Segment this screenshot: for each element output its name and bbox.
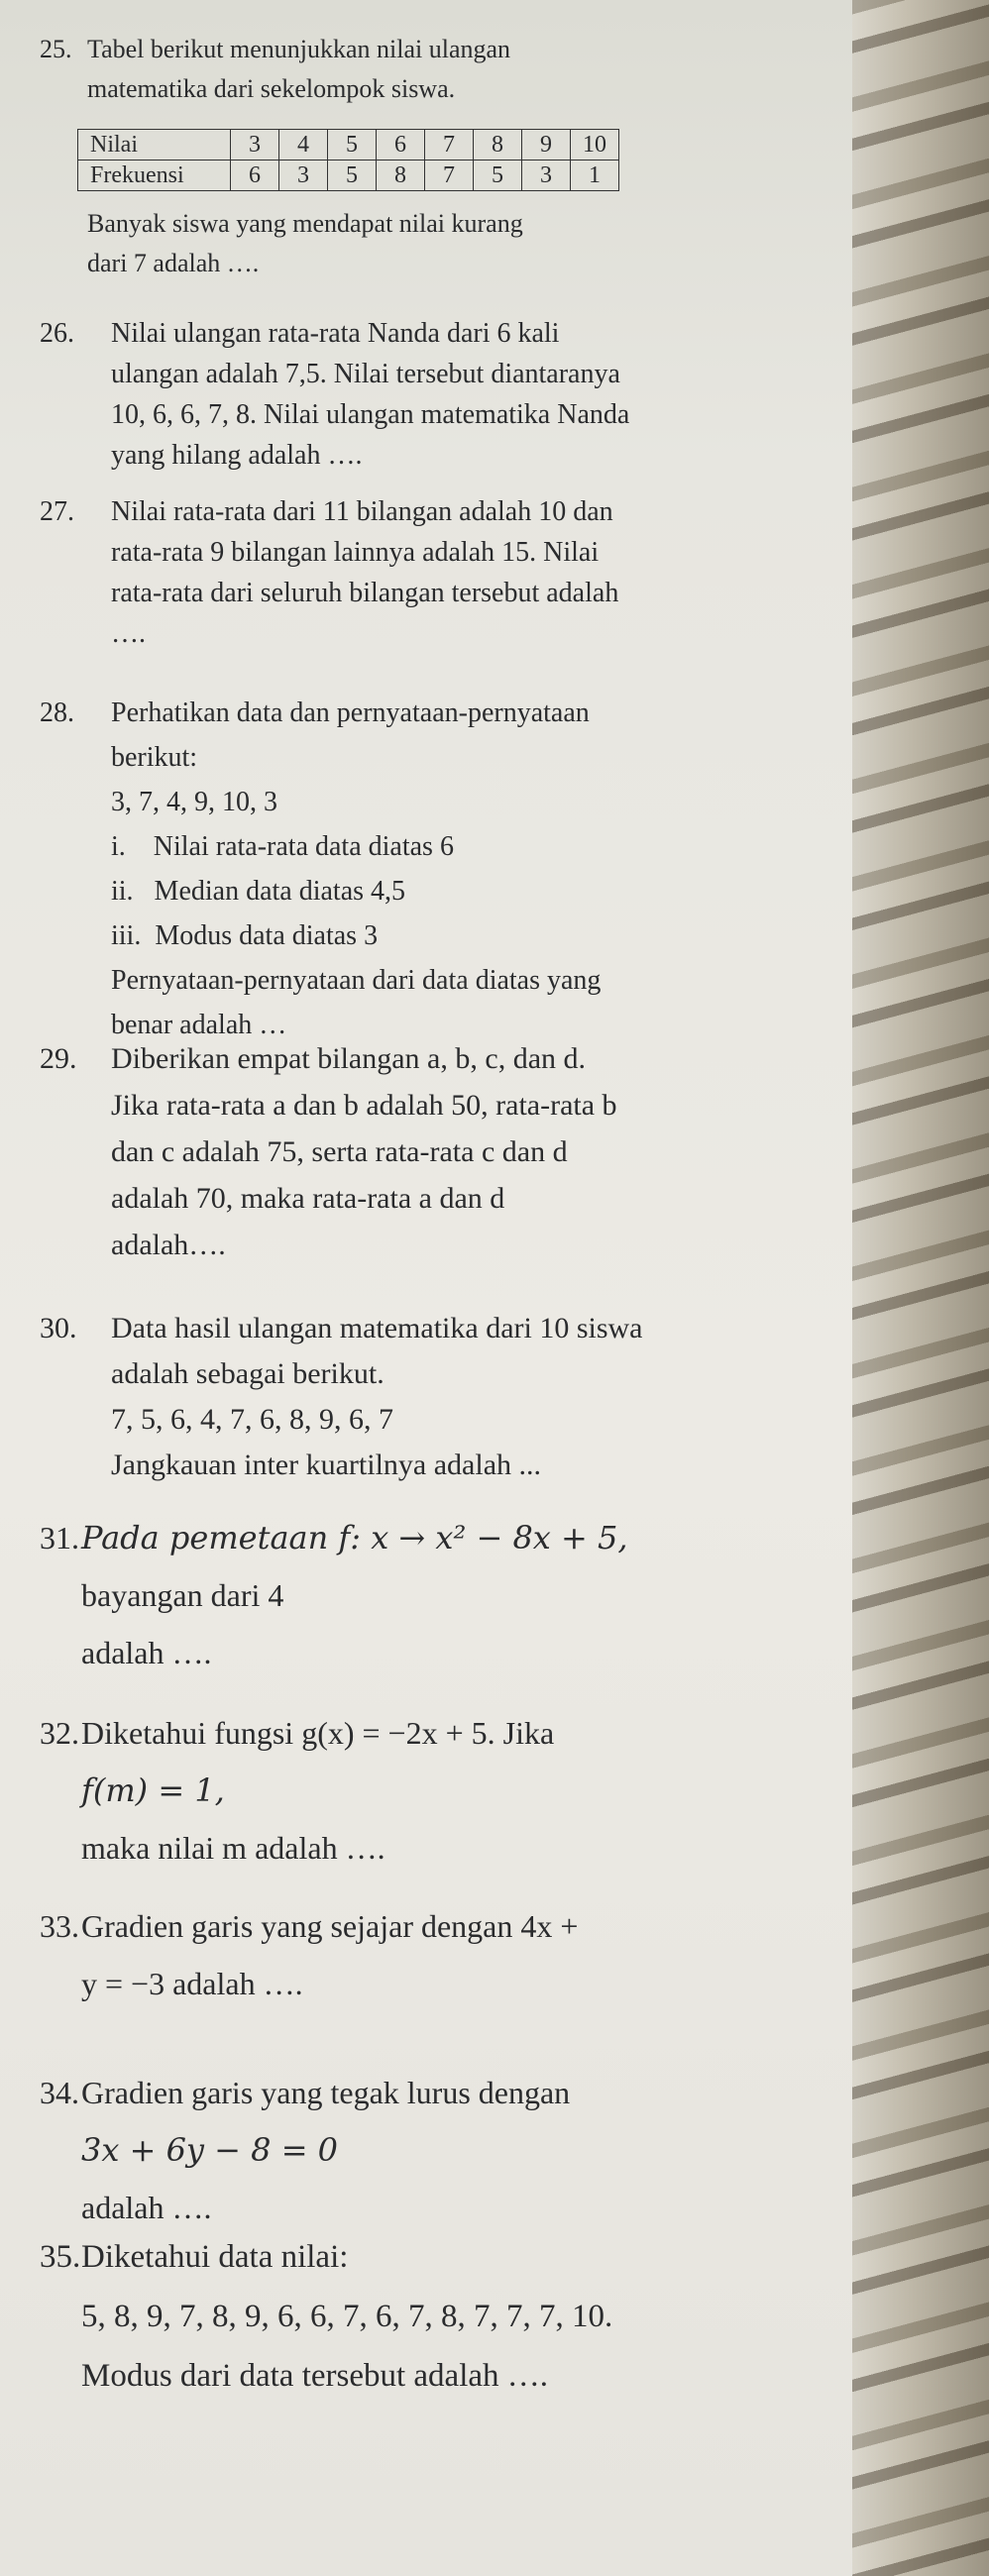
- table-header-cell: Nilai: [78, 130, 231, 161]
- question-32: [40, 1704, 852, 1877]
- question-number: 27.: [40, 496, 74, 527]
- equation: 3x + 6y − 8 = 0: [81, 2131, 339, 2169]
- question-text: Diketahui fungsi g(x) = −2x + 5. Jika: [81, 1715, 555, 1751]
- question-number: 30.: [40, 1312, 77, 1344]
- question-27: [40, 491, 852, 654]
- table-cell: 5: [328, 130, 377, 161]
- question-text: ulangan adalah 7,5. Nilai tersebut diantaranya: [111, 359, 620, 389]
- question-text: Gradien garis yang tegak lurus dengan: [81, 2075, 571, 2110]
- question-number: 35.: [40, 2239, 81, 2275]
- statement-item: ii. Median data diatas 4,5: [111, 876, 406, 907]
- table-cell: 6: [231, 161, 279, 191]
- table-cell: 5: [474, 161, 522, 191]
- question-text: adalah sebagai berikut.: [111, 1357, 385, 1390]
- question-text: Tabel berikut menunjukkan nilai ulangan: [87, 35, 511, 63]
- question-text: matematika dari sekelompok siswa.: [87, 74, 456, 103]
- question-text: adalah ….: [81, 2190, 212, 2225]
- question-number: 25.: [40, 35, 72, 63]
- data-list: 5, 8, 9, 7, 8, 9, 6, 6, 7, 6, 7, 8, 7, 7, 7, 10.: [81, 2299, 613, 2334]
- question-number: 28.: [40, 698, 74, 728]
- question-text: ….: [111, 618, 146, 649]
- question-text: Nilai rata-rata dari 11 bilangan adalah 10 dan: [111, 496, 613, 527]
- question-text: Gradien garis yang sejajar dengan 4x +: [81, 1908, 579, 1944]
- question-text: rata-rata dari seluruh bilangan tersebut adalah: [111, 578, 619, 608]
- statement-item: i. Nilai rata-rata data diatas 6: [111, 831, 454, 862]
- table-cell: 3: [279, 161, 328, 191]
- question-text: adalah….: [111, 1229, 226, 1261]
- question-text: Pernyataan-pernyataan dari data diatas yang: [111, 965, 602, 996]
- question-text: adalah ….: [81, 1635, 212, 1670]
- question-text: Jangkauan inter kuartilnya adalah ...: [111, 1449, 542, 1481]
- table-cell: 7: [425, 130, 474, 161]
- question-text: 10, 6, 6, 7, 8. Nilai ulangan matematika Nanda: [111, 399, 630, 430]
- question-number: 34.: [40, 2075, 79, 2110]
- question-text: f(m) = 1,: [81, 1771, 225, 1809]
- question-text: adalah 70, maka rata-rata a dan d: [111, 1182, 505, 1215]
- table-cell: 5: [328, 161, 377, 191]
- table-row: [78, 130, 619, 161]
- question-25-prompt: [87, 204, 900, 283]
- question-text: rata-rata 9 bilangan lainnya adalah 15. Nilai: [111, 537, 600, 568]
- question-text: Modus dari data tersebut adalah ….: [81, 2358, 549, 2394]
- table-row: [78, 161, 619, 191]
- table-cell: 8: [377, 161, 425, 191]
- table-cell: 6: [377, 130, 425, 161]
- question-text: y = −3 adalah ….: [81, 1966, 303, 2001]
- question-text: Banyak siswa yang mendapat nilai kurang: [87, 209, 523, 238]
- question-number: 32.: [40, 1715, 79, 1751]
- question-text: maka nilai m adalah ….: [81, 1830, 385, 1866]
- question-29: [40, 1035, 852, 1268]
- table-cell: 8: [474, 130, 522, 161]
- background-fabric: [852, 0, 989, 2576]
- question-25: [40, 30, 852, 109]
- question-number: 26.: [40, 318, 74, 349]
- question-number: 29.: [40, 1042, 77, 1075]
- question-text: Nilai ulangan rata-rata Nanda dari 6 kali: [111, 318, 560, 349]
- question-34: [40, 2064, 852, 2236]
- table-cell: 10: [571, 130, 619, 161]
- table-cell: 9: [522, 130, 571, 161]
- frequency-table: [77, 129, 619, 191]
- question-28: [40, 691, 852, 1047]
- question-text: Perhatikan data dan pernyataan-pernyataan: [111, 698, 590, 728]
- question-text: bayangan dari 4: [81, 1577, 284, 1613]
- question-text: dari 7 adalah ….: [87, 249, 260, 277]
- table-cell: 7: [425, 161, 474, 191]
- table-cell: 1: [571, 161, 619, 191]
- data-list: 7, 5, 6, 4, 7, 6, 8, 9, 6, 7: [111, 1403, 393, 1436]
- question-number: 33.: [40, 1908, 79, 1944]
- question-text: Diketahui data nilai:: [81, 2239, 349, 2275]
- question-text: Jika rata-rata a dan b adalah 50, rata-rata b: [111, 1089, 617, 1122]
- question-text: dan c adalah 75, serta rata-rata c dan d: [111, 1135, 568, 1168]
- table-header-cell: Frekuensi: [78, 161, 231, 191]
- question-35: [40, 2227, 852, 2406]
- question-26: [40, 313, 852, 476]
- question-33: [40, 1897, 852, 2012]
- table-cell: 3: [522, 161, 571, 191]
- question-number: 31.: [40, 1520, 79, 1556]
- question-text: yang hilang adalah ….: [111, 440, 363, 471]
- question-text: berikut:: [111, 742, 198, 773]
- table-cell: 3: [231, 130, 279, 161]
- question-text: Data hasil ulangan matematika dari 10 siswa: [111, 1312, 643, 1344]
- question-30: [40, 1306, 852, 1488]
- question-31: [40, 1509, 852, 1681]
- question-text: Diberikan empat bilangan a, b, c, dan d.: [111, 1042, 587, 1075]
- data-list: 3, 7, 4, 9, 10, 3: [111, 787, 277, 817]
- question-text: benar adalah …: [111, 1010, 287, 1040]
- question-text: Pada pemetaan f: x → x² − 8x + 5,: [81, 1519, 628, 1556]
- table-cell: 4: [279, 130, 328, 161]
- statement-item: iii. Modus data diatas 3: [111, 920, 379, 951]
